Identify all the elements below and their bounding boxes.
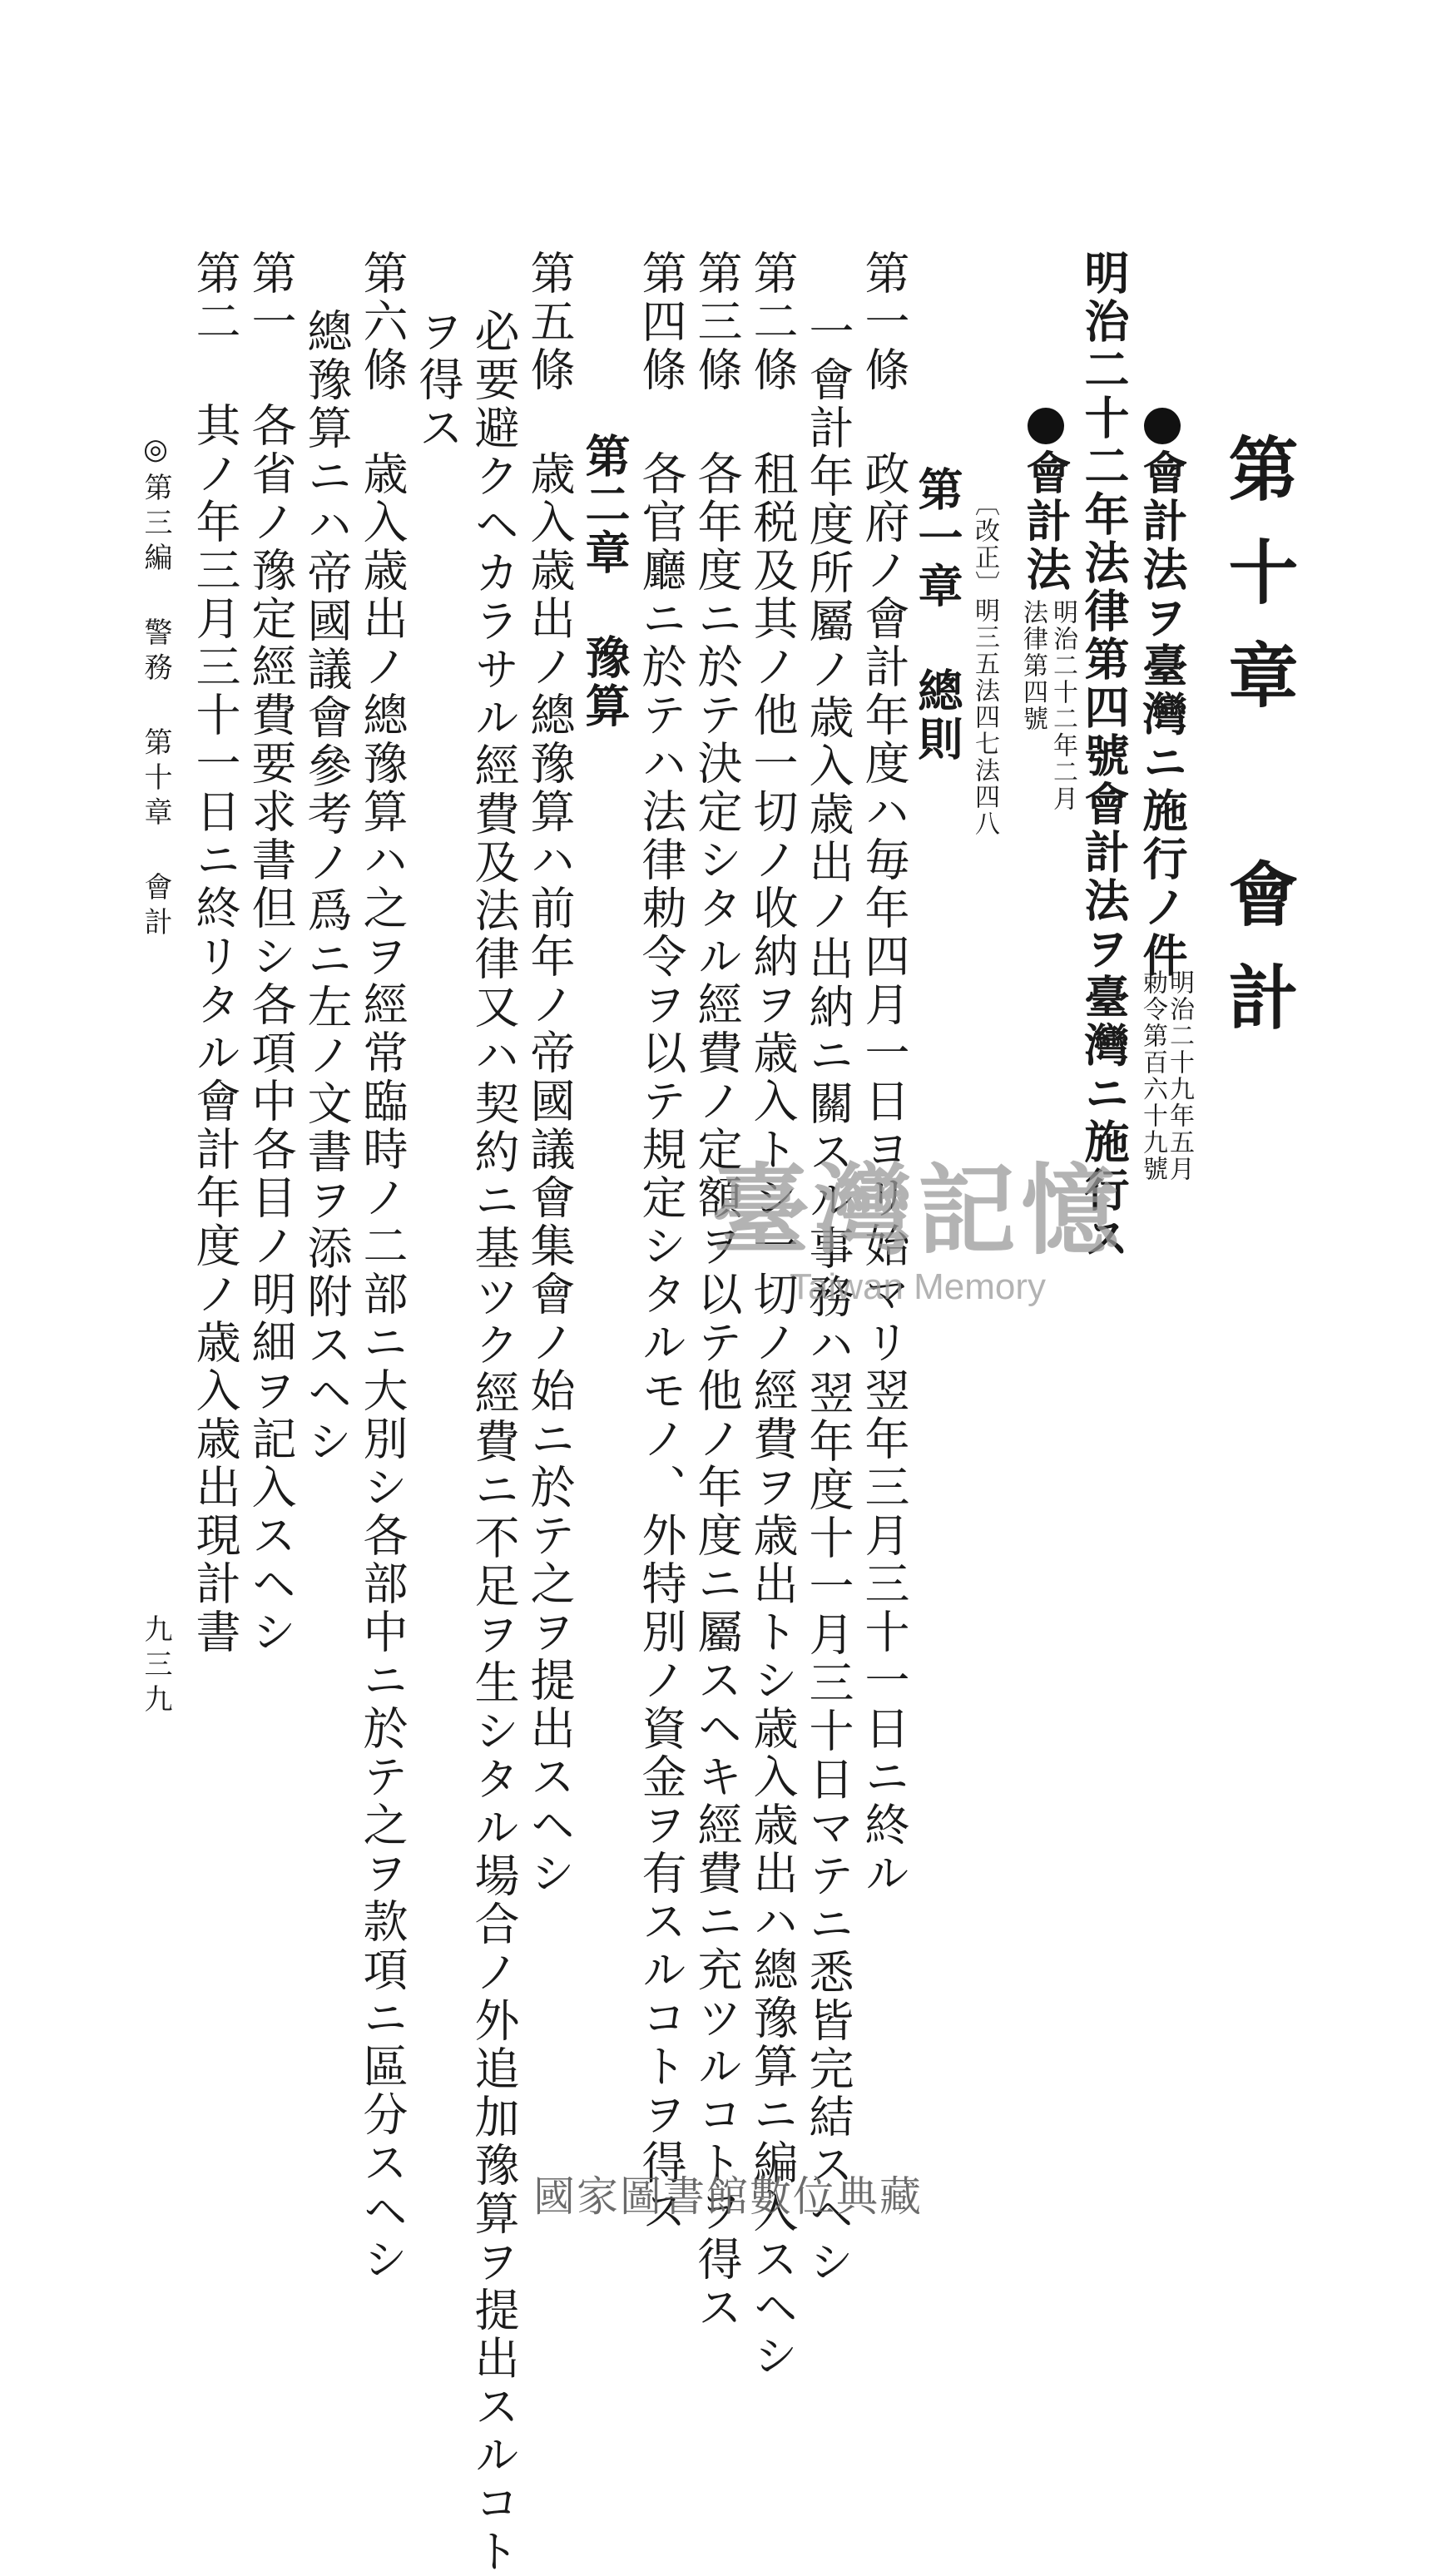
section-heading: 第二章 豫算 (578, 433, 631, 731)
notice-ordinance: 勅令第百六十九號 (1138, 969, 1167, 1182)
watermark-text: 臺灣記憶 (711, 1152, 1125, 1268)
bullet-icon (1028, 408, 1064, 444)
law-amendment: 〔改正〕明三五法四七法四八 (970, 491, 999, 837)
law-title: 會計法 (1019, 449, 1072, 594)
attachment-item-2: 第二 其ノ年三月三十一日ニ終リタル會計年度ノ歳入歳出現計書 (189, 250, 241, 1657)
law-heading (1019, 408, 1072, 594)
article-3: 第三條 各年度ニ於テ決定シタル經費ノ定額ヲ以テ他ノ年度ニ屬スヘキ經費ニ充ツルコトヲ得ス (691, 250, 743, 2332)
archive-credit: 國家圖書館數位典藏 (533, 2172, 923, 2221)
law-date: 明治二十二年二月 (1048, 599, 1077, 812)
article-5: 第五條 歳入歳出ノ總豫算ハ前年ノ帝國議會集會ノ始ニ於テ之ヲ提出スヘシ (523, 250, 576, 1898)
bullet-icon (1144, 408, 1181, 444)
attachment-item-1: 第一 各省ノ豫定經費要求書但シ各項中各目ノ明細ヲ記入スヘシ (245, 250, 297, 1657)
watermark-subtext: Taiwan Memory (789, 1266, 1047, 1307)
article-5-para-2-cont: ヲ得ス (412, 308, 464, 453)
notice-date: 明治二十九年五月 (1165, 969, 1194, 1182)
chapter-title: 第十章 會計 (1217, 433, 1300, 1064)
article-4: 第四條 各官廳ニ於テハ法律勅令ヲ以テ規定シタルモノ、外特別ノ資金ヲ有スルコトヲ得ス (635, 250, 687, 2236)
watermark-logo (711, 1132, 1124, 1308)
article-6-para-2: 總豫算ニハ帝國議會參考ノ爲ニ左ノ文書ヲ添附スヘシ (300, 308, 353, 1466)
article-5-para-2: 必要避クヘカラサル經費及法律又ハ契約ニ基ツク經費ニ不足ヲ生シタル場合ノ外追加豫算ヲ提出スルコト (468, 308, 520, 2576)
article-6: 第六條 歳入歳出ノ總豫算ハ之ヲ經常臨時ノ二部ニ大別シ各部中ニ於テ之ヲ款項ニ區分スヘシ (356, 250, 409, 2284)
section-heading: 第一章 總則 (911, 466, 964, 764)
notice-heading (1136, 408, 1189, 980)
notice-body: 明治二十二年法律第四號會計法ヲ臺灣ニ施行ス (1077, 250, 1131, 1263)
running-footer: ◎第三編 警務 第十章 會計 (139, 433, 172, 942)
article-1-para-2: 一會計年度所屬ノ歳入歳出ノ出納ニ關スル事務ハ翌年度十一月三十日マテニ悉皆完結スヘシ (802, 308, 854, 2286)
page-number: 九三九 (139, 1614, 172, 1719)
law-number: 法律第四號 (1018, 599, 1047, 732)
article-1: 第一條 政府ノ會計年度ハ毎年四月一日ヨリ始マリ翌年三月三十一日ニ終ル (858, 250, 910, 1898)
article-2: 第二條 租税及其ノ他一切ノ收納ヲ歳入トシ一切ノ經費ヲ歳出トシ歳入歳出ハ總豫算ニ編入スヘシ (746, 250, 799, 2380)
notice-title: 會計法ヲ臺灣ニ施行ノ件 (1136, 449, 1189, 980)
